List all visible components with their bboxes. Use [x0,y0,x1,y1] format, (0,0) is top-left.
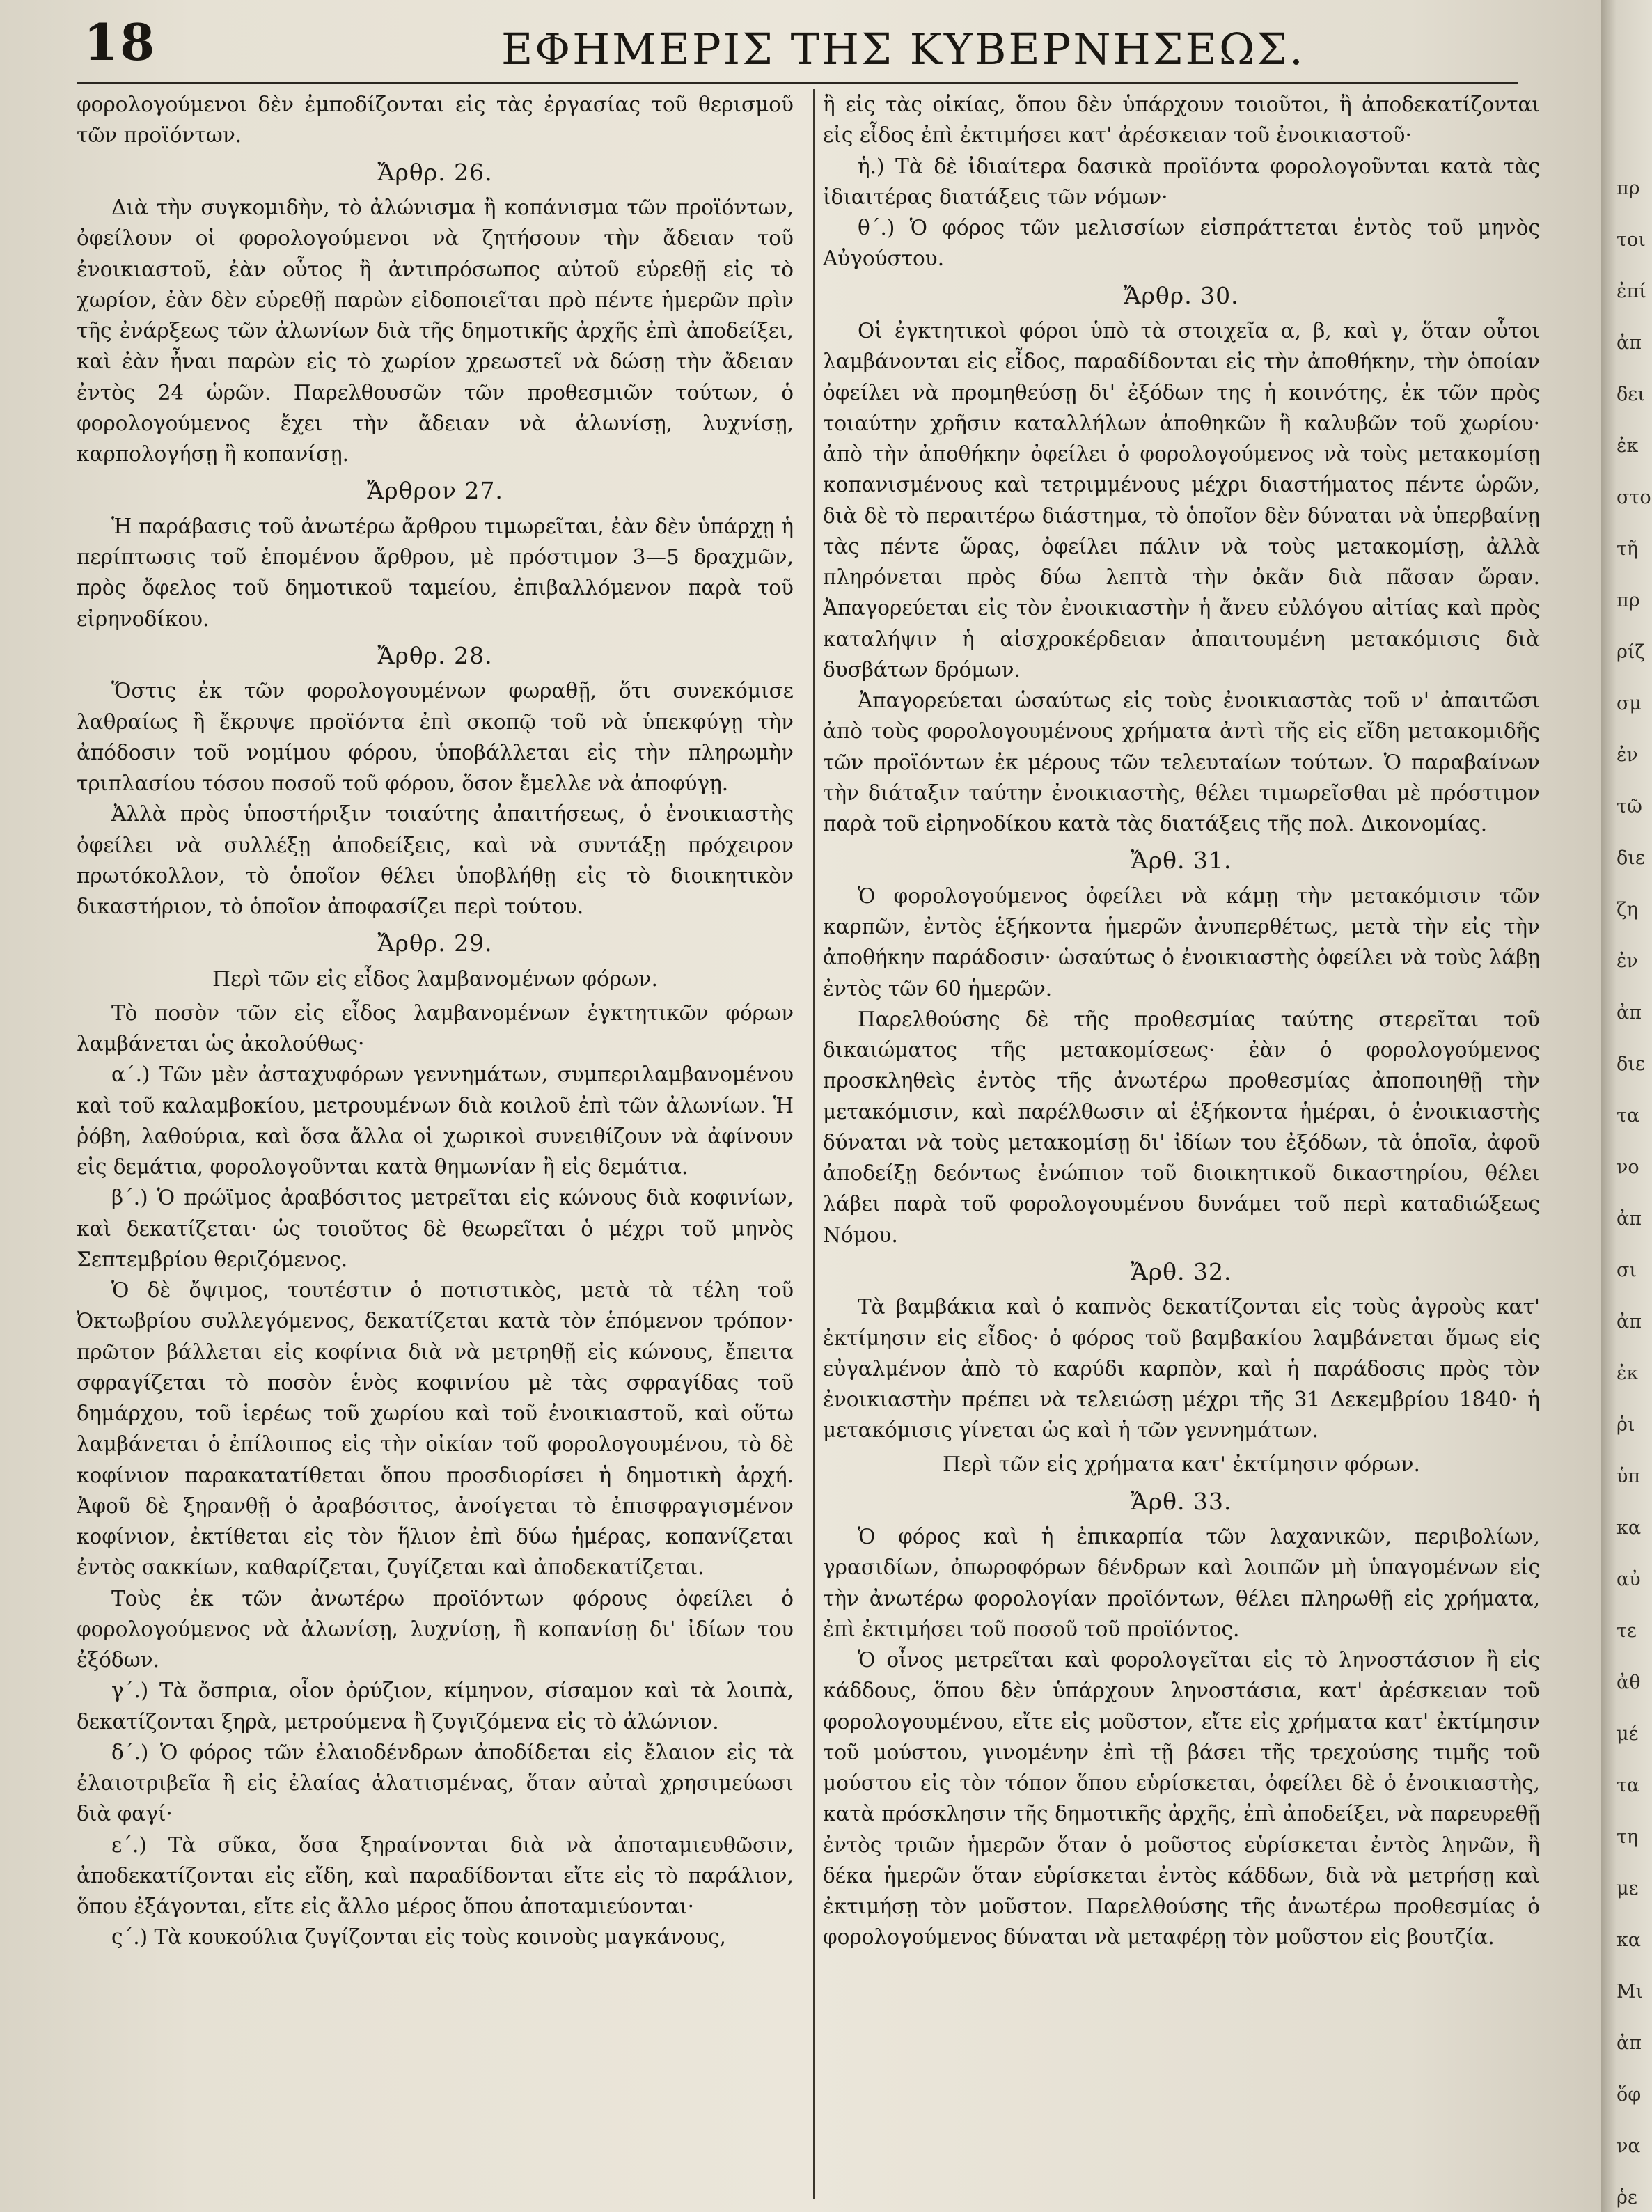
edge-text-fragment: ὅφ [1616,2084,1642,2105]
continued-paragraph: ἢ εἰς τὰς οἰκίας, ὅπου δὲν ὑπάρχουν τοιοῦτοι, ἢ ἀποδεκατίζονται εἰς εἶδος ἐπὶ ἐκτιμήσει κατ' ἀρέσκειαν τοῦ ἐνοικιαστοῦ· [823,93,1540,148]
edge-text-fragment: Μι [1616,1981,1644,2002]
edge-text-fragment: να [1616,2135,1641,2157]
running-title: ΕΦΗΜΕΡΙΣ ΤΗΣ ΚΥΒΕΡΝΗΣΕΩΣ. [501,24,1305,74]
paragraph: γ΄.) Τὰ ὄσπρια, οἷον ὀρύζιον, κίμηνον, σίσαμον καὶ τὰ λοιπὰ, δεκατίζονται ξηρὰ, μετρούμενα ἢ ζυγιζόμενα εἰς τὸ ἀλώνιον. [77,1679,794,1734]
article-heading: Ἄρθ. 33. [1131,1487,1232,1515]
edge-text-fragment: διε [1616,1053,1645,1075]
edge-text-fragment: δει [1616,384,1645,405]
edge-text-fragment: ῥε [1616,2187,1637,2209]
edge-text-fragment: στο [1616,487,1651,508]
article-heading: Ἄρθρον 27. [367,477,503,505]
edge-text-fragment: ἐκ [1616,1363,1639,1384]
header-rule [77,82,1518,84]
edge-text-fragment: ζη [1616,899,1638,920]
article-heading: Ἄρθ. 32. [1131,1257,1232,1285]
paragraph: Ὁ δὲ ὄψιμος, τουτέστιν ὁ ποτιστικὸς, μετὰ τὰ τέλη τοῦ Ὀκτωβρίου συλλεγόμενος, δεκατίζεται κατὰ τὸν ἑπόμενον τρόπον· πρῶτον βάλλεται εἰς κοφίνια διὰ νὰ μετρηθῇ εἰς κώνους, ἔπειτα σφραγίζεται τὸ ποσὸν ἑνὸς κοφινίου μὲ τὰς σφραγίδας τοῦ δημάρχου, τοῦ ἱερέως τοῦ χωρίου καὶ τοῦ ἐνοικιαστοῦ, καὶ οὕτω λαμβάνεται ὁ ἐπίλοιπος εἰς τὴν οἰκίαν τοῦ φορολογουμένου, τὸ δὲ κοφίνιον παρακατατίθεται ὅπου προσδιορίσει ἡ δημοτικὴ ἀρχή. Ἀφοῦ δὲ ξηρανθῇ ὁ ἀραβόσιτος, ἀνοίγεται τὸ ἐπισφραγισμένον κοφίνιον, ἐκτίθεται εἰς τὸν ἥλιον ἐπὶ δύω ἡμέρας, κοπανίζεται ἐντὸς σακκίων, καθαρίζεται, ζυγίζεται καὶ ἀποδεκατίζεται. [77,1278,794,1580]
article-heading: Ἄρθρ. 28. [377,641,493,669]
edge-text-fragment: πρ [1616,178,1640,199]
article-heading: Ἄρθ. 31. [1131,847,1232,874]
paragraph: Οἱ ἐγκτητικοὶ φόροι ὑπὸ τὰ στοιχεῖα α, β, καὶ γ, ὅταν οὗτοι λαμβάνονται εἰς εἶδος, παραδίδονται εἰς τὴν ἀποθήκην, τὴν ὁποίαν ὀφείλει νὰ προμηθεύσῃ δι' ἐξόδων της ἡ κοινότης, ἐκ τῶν πρὸς τοιαύτην χρῆσιν καταλλήλων ἀποθηκῶν ἢ καλυβῶν τοῦ χωρίου· ἀπὸ τὴν ἀποθήκην ὀφείλει ὁ φορολογούμενος νὰ τοὺς μετακομίσῃ κοπανισμένους καὶ τετριμμένους μέχρι διαστήματος πέντε ὡρῶν, διὰ δὲ τὸ περαιτέρω διάστημα, τὸ ὁποῖον δὲν δύναται νὰ ὑπερβαίνῃ τὰς πέντε ὥρας, ὀφείλει πάλιν νὰ τοὺς μετακομίσῃ, ἀλλὰ πληρόνεται πρὸς δύω λεπτὰ τὴν ὀκᾶν διὰ πᾶσαν ὥραν. Ἀπαγορεύεται εἰς τὸν ἐνοικιαστὴν ἡ ἄνευ εὐλόγου αἰτίας καὶ πρὸς καταλήψιν ἡ αἰσχροκέρδειαν ἀπαιτουμένη μετακόμισις διὰ δυσβάτων δρόμων. [823,319,1540,682]
edge-text-fragment: μέ [1616,1723,1639,1745]
edge-text-fragment: νο [1616,1156,1639,1178]
edge-text-fragment: τα [1616,1775,1640,1796]
article-heading: Ἄρθρ. 26. [377,158,493,186]
edge-text-fragment: τῆ [1616,538,1639,560]
paragraph: Ἀπαγορεύεται ὡσαύτως εἰς τοὺς ἐνοικιαστὰς τοῦ ν' ἀπαιτῶσι ἀπὸ τοὺς φορολογουμένους χρήματα ἀντὶ τῆς εἰς εἴδη μετακομιδῆς τῶν προϊόντων ἐκ μέρους τῶν τελευταίων τούτων. Ὁ παραβαίνων τὴν διάταξιν ταύτην ἐνοικιαστὴς, θέλει τιμωρεῖσθαι μὲ πρόστιμον παρὰ τοῦ εἰρηνοδίκου κατὰ τὰς διατάξεις τῆς πολ. Δικονομίας. [823,689,1540,836]
paragraph: θ΄.) Ὁ φόρος τῶν μελισσίων εἰσπράττεται ἐντὸς τοῦ μηνὸς Αὐγούστου. [823,216,1540,271]
edge-text-fragment: τῶ [1616,796,1642,817]
edge-text-fragment: με [1616,1878,1639,1899]
paragraph: Ὁ οἶνος μετρεῖται καὶ φορολογεῖται εἰς τὸ ληνοστάσιον ἢ εἰς κάδδους, ὅπου δὲν ὑπάρχουν ληνοστάσια, κατ' ἀρέσκειαν τοῦ φορολογουμένου, εἴτε εἰς μοῦστον, εἴτε εἰς χρήματα κατ' ἐκτίμησιν τοῦ μούστου, γινομένην ἐπὶ τῇ βάσει τῆς τρεχούσης τιμῆς τοῦ μούστου εἰς τὸν τόπον ὅπου εὑρίσκεται, ὀφείλει δὲ ὁ ἐνοικιαστὴς, κατὰ πρόσκλησιν τῆς δημοτικῆς ἀρχῆς, ἐπὶ ἀποδείξει, νὰ παρευρεθῇ ἐντὸς τριῶν ἡμερῶν ὅταν ὁ μοῦστος εὑρίσκεται ἐντὸς ληνῶν, ἢ δέκα ἡμερῶν ὅταν εὑρίσκεται ἐντὸς κάδδων, διὰ νὰ μετρήσῃ καὶ ἐκτιμήσῃ τὸν μοῦστον. Παρελθούσης τῆς ἀνωτέρω προθεσμίας ὁ φορολογούμενος δύναται νὰ μεταφέρῃ τὸν μοῦστον εἰς βουτζία. [823,1648,1540,1950]
edge-text-fragment: ἀπ [1616,1208,1642,1230]
paragraph: δ΄.) Ὁ φόρος τῶν ἐλαιοδένδρων ἀποδίδεται εἰς ἔλαιον εἰς τὰ ἐλαιοτριβεῖα ἢ εἰς ἐλαίας ἁλατισμένας, ὅταν αὐταὶ χρησιμεύωσι διὰ φαγί· [77,1740,794,1826]
paragraph: Διὰ τὴν συγκομιδὴν, τὸ ἀλώνισμα ἢ κοπάνισμα τῶν προϊόντων, ὀφείλουν οἱ φορολογούμενοι νὰ ζητήσουν τὴν ἄδειαν τοῦ ἐνοικιαστοῦ, ἐὰν οὗτος ἢ ἀντιπρόσωπος αὐτοῦ εὑρεθῇ εἰς τὸ χωρίον, ἐὰν δὲν εὑρεθῇ παρὼν εἰδοποιεῖται πρὸ πέντε ἡμερῶν πρὶν τῆς ἐνάρξεως τῶν ἀλωνίων διὰ τῆς δημοτικῆς ἀρχῆς ἐπὶ ἀποδείξει, καὶ ἐὰν ἦναι παρὼν εἰς τὸ χωρίον χρεωστεῖ νὰ δώσῃ τὴν ἄδειαν ἐντὸς 24 ὡρῶν. Παρελθουσῶν τῶν προθεσμιῶν τούτων, ὁ φορολογούμενος ἔχει τὴν ἄδειαν νὰ ἀλωνίσῃ, λυχνίσῃ, καρπολογήσῃ ἢ κοπανίσῃ. [77,196,794,466]
edge-text-fragment: ἀπ [1616,1002,1642,1023]
continued-paragraph: φορολογούμενοι δὲν ἐμποδίζονται εἰς τὰς ἐργασίας τοῦ θερισμοῦ τῶν προϊόντων. [77,93,794,148]
edge-text-fragment: αὐ [1616,1569,1641,1590]
edge-text-fragment: ρίζ [1616,641,1646,663]
adjacent-page-edge [1601,0,1652,2212]
edge-text-fragment: τα [1616,1105,1640,1127]
edge-text-fragment: πρ [1616,590,1640,611]
section-subheading: Περὶ τῶν εἰς εἶδος λαμβανομένων φόρων. [212,966,658,991]
edge-text-fragment: σμ [1616,693,1642,714]
paragraph: Τοὺς ἐκ τῶν ἀνωτέρω προϊόντων φόρους ὀφείλει ὁ φορολογούμενος νὰ ἀλωνίσῃ, λυχνίσῃ, ἢ κοπανίσῃ δι' ἰδίων του ἐξόδων. [77,1586,794,1672]
edge-text-fragment: ἐν [1616,950,1638,972]
column-rule [813,89,815,2199]
edge-text-fragment: σι [1616,1260,1637,1281]
edge-text-fragment: ἀπ [1616,1311,1642,1333]
paragraph: Τὸ ποσὸν τῶν εἰς εἶδος λαμβανομένων ἐγκτητικῶν φόρων λαμβάνεται ὡς ἀκολούθως· [77,1001,794,1056]
edge-text-fragment: τοι [1616,229,1646,251]
paragraph: ε΄.) Τὰ σῦκα, ὅσα ξηραίνονται διὰ νὰ ἀποταμιευθῶσιν, ἀποδεκατίζονται εἰς εἴδη, καὶ παραδίδονται εἴτε εἰς τὸ παράλιον, ὅπου ἐξάγονται, εἴτε εἰς ἄλλο μέρος ὅπου ἀποταμιεύονται· [77,1833,794,1918]
edge-text-fragment: ἐκ [1616,435,1639,457]
paragraph: Ὁ φόρος καὶ ἡ ἐπικαρπία τῶν λαχανικῶν, περιβολίων, γρασιδίων, ὀπωροφόρων δένδρων καὶ λοιπῶν μὴ ὑπαγομένων εἰς τὴν ἀνωτέρω φορολογίαν προϊόντων, θέλει πληρωθῇ εἰς χρήματα, ἐπὶ ἐκτιμήσει τοῦ ποσοῦ τοῦ προϊόντος. [823,1525,1540,1641]
edge-text-fragment: ἀθ [1616,1672,1641,1693]
right-column [823,89,1540,2192]
article-heading: Ἄρθρ. 30. [1124,281,1239,309]
left-column [77,89,794,2192]
edge-text-fragment: διε [1616,847,1645,869]
paragraph: Ἀλλὰ πρὸς ὑποστήριξιν τοιαύτης ἀπαιτήσεως, ὁ ἐνοικιαστὴς ὀφείλει νὰ συλλέξῃ ἀποδείξεις, καὶ νὰ συντάξῃ πρόχειρον πρωτόκολλον, τὸ ὁποῖον θέλει ὑποβλήθῃ εἰς τὸ διοικητικὸν δικαστήριον, τὸ ὁποῖον ἀποφασίζει περὶ τούτου. [77,802,794,918]
edge-text-fragment: ὑπ [1616,1466,1641,1487]
edge-text-fragment: κα [1616,1517,1642,1539]
edge-text-fragment: κα [1616,1929,1642,1951]
edge-text-fragment: τη [1616,1826,1639,1848]
edge-text-fragment: τε [1616,1620,1637,1642]
edge-text-fragment: ἀπ [1616,2032,1642,2054]
edge-text-fragment: ἐν [1616,744,1638,766]
paragraph: ἡ.) Τὰ δὲ ἰδιαίτερα δασικὰ προϊόντα φορολογοῦνται κατὰ τὰς ἰδιαιτέρας διατάξεις τῶν νόμων· [823,154,1540,209]
article-heading: Ἄρθρ. 29. [377,929,493,957]
edge-text-fragment: ῥι [1616,1414,1635,1436]
edge-text-fragment: ἐπί [1616,281,1646,302]
paragraph: α΄.) Τῶν μὲν ἀσταχυφόρων γεννημάτων, συμπεριλαμβανομένου καὶ τοῦ καλαμβοκίου, μετρουμένων διὰ κοιλοῦ ἐπὶ τῶν ἀλωνίων. Ἡ ῥόβη, λαθούρια, καὶ ὅσα ἄλλα οἱ χωρικοὶ συνειθίζουν νὰ ἀφίνουν εἰς δεμάτια, φορολογοῦνται κατὰ θημωνίαν ἢ εἰς δεμάτια. [77,1062,794,1179]
paragraph: Ὁ φορολογούμενος ὀφείλει νὰ κάμῃ τὴν μετακόμισιν τῶν καρπῶν, ἐντὸς ἑξήκοντα ἡμερῶν ἀνυπερθέτως, μετὰ τὴν εἰς τὴν ἀποθήκην παράδοσιν· ὡσαύτως ὁ ἐνοικιαστὴς ὀφείλει νὰ τοὺς λάβῃ ἐντὸς τῶν 60 ἡμερῶν. [823,884,1540,1001]
edge-text-fragment: ἀπ [1616,332,1642,354]
page-number: 18 [84,13,157,72]
paragraph: β΄.) Ὁ πρώϊμος ἀραβόσιτος μετρεῖται εἰς κώνους διὰ κοφινίων, καὶ δεκατίζεται· ὡς τοιοῦτος δὲ θεωρεῖται ὁ μέχρι τοῦ μηνὸς Σεπτεμβρίου θεριζόμενος. [77,1186,794,1271]
paragraph: Παρελθούσης δὲ τῆς προθεσμίας ταύτης στερεῖται τοῦ δικαιώματος τῆς μετακομίσεως· ἐὰν ὁ φορολογούμενος προσκληθεὶς ἐντὸς τῆς ἀνωτέρω προθεσμίας ἀποποιηθῇ τὴν μετακόμισιν, καὶ παρέλθωσιν αἱ ἑξήκοντα ἡμέραι, ὁ ἐνοικιαστὴς δύναται νὰ τοὺς μετακομίσῃ δι' ἰδίων του ἐξόδων, τὰ ὁποῖα, ἀφοῦ ἀποδείξῃ δεόντως ἐνώπιον τοῦ διοικητικοῦ δικαστηρίου, θέλει λάβει παρὰ τοῦ φορολογουμένου δυνάμει τοῦ περὶ καταδιώξεως Νόμου. [823,1007,1540,1247]
paragraph: ς΄.) Τὰ κουκούλια ζυγίζονται εἰς τοὺς κοινοὺς μαγκάνους, [111,1925,726,1950]
paragraph: Ἡ παράβασις τοῦ ἀνωτέρω ἄρθρου τιμωρεῖται, ἐὰν δὲν ὑπάρχῃ ἡ περίπτωσις τοῦ ἑπομένου ἄρθρου, μὲ πρόστιμον 3—5 δραχμῶν, πρὸς ὄφελος τοῦ δημοτικοῦ ταμείου, ἐπιβαλλόμενον παρὰ τοῦ εἰρηνοδίκου. [77,514,794,631]
paragraph: Ὅστις ἐκ τῶν φορολογουμένων φωραθῇ, ὅτι συνεκόμισε λαθραίως ἢ ἔκρυψε προϊόντα ἐπὶ σκοπῷ τοῦ νὰ ὑπεκφύγῃ τὴν ἀπόδοσιν τοῦ νομίμου φόρου, ὑποβάλλεται εἰς τὴν πληρωμὴν τριπλασίου τόσου ποσοῦ τοῦ φόρου, ὅσον ἔμελλε νὰ ἀποφύγῃ. [77,679,794,795]
paragraph: Τὰ βαμβάκια καὶ ὁ καπνὸς δεκατίζονται εἰς τοὺς ἀγροὺς κατ' ἐκτίμησιν εἰς εἶδος· ὁ φόρος τοῦ βαμβακίου λαμβάνεται ὅμως εἰς εὐγαλμένον ἀπὸ τὸ καρύδι καρπὸν, καὶ ἡ παράδοσις πρὸς τὸν ἐνοικιαστὴν πρέπει νὰ τελειώσῃ μέχρι τῆς 31 Δεκεμβρίου 1840· ἡ μετακόμισις γίνεται ὡς καὶ ἡ τῶν γεννημάτων. [823,1295,1540,1443]
section-subheading: Περὶ τῶν εἰς χρήματα κατ' ἐκτίμησιν φόρων. [942,1452,1421,1477]
